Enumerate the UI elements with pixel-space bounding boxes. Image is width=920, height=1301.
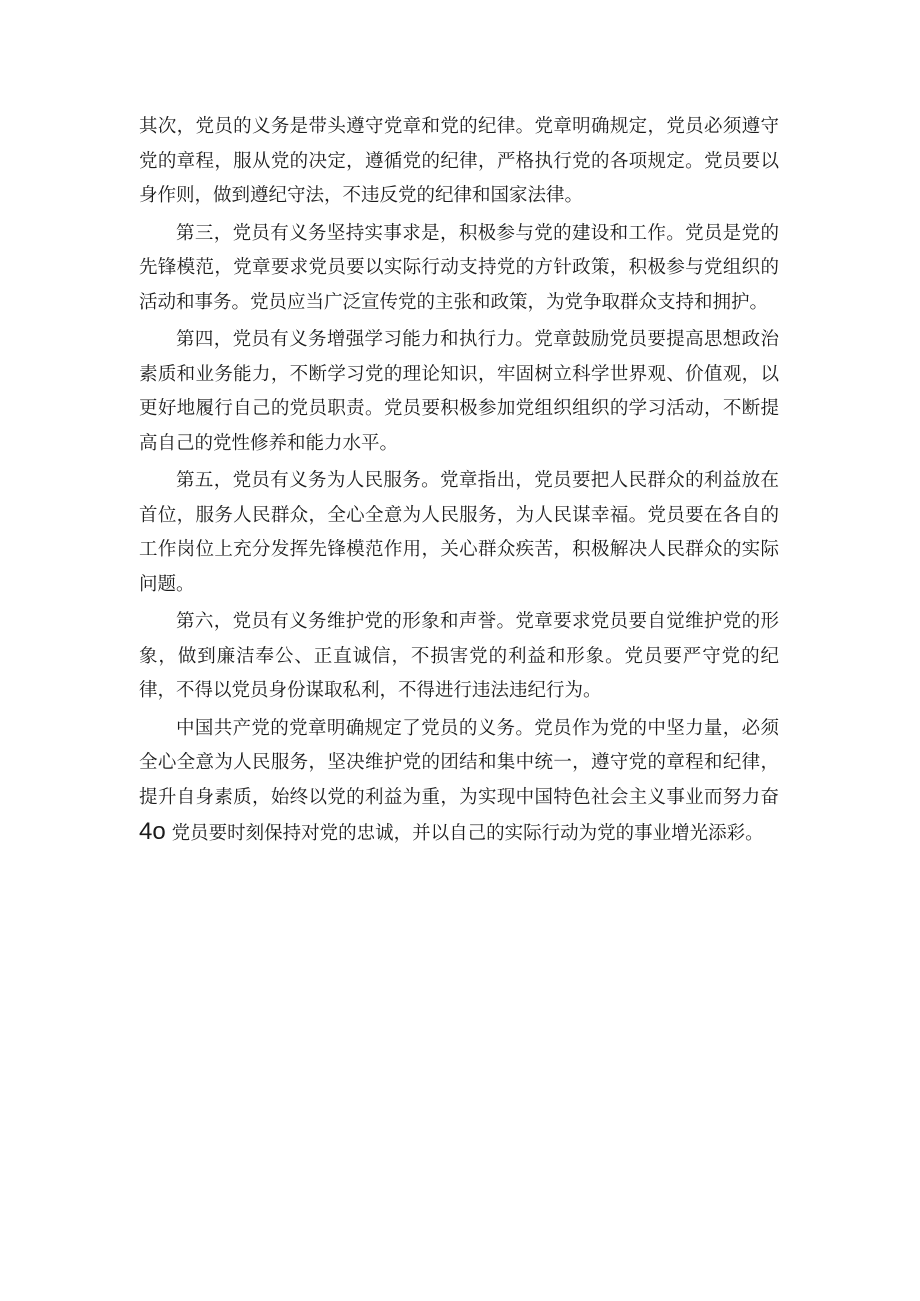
conclusion-ocr-artifact: 4o (139, 818, 166, 845)
paragraph-second-duty: 其次，党员的义务是带头遵守党章和党的纪律。党章明确规定，党员必须遵守党的章程，服从党的决定，遵循党的纪律，严格执行党的各项规定。党员要以身作则，做到遵纪守法，不违反党的纪律和国家法律。 (139, 116, 779, 206)
paragraph-conclusion (139, 712, 779, 852)
paragraph-fourth-duty: 第四，党员有义务增强学习能力和执行力。党章鼓励党员要提高思想政治素质和业务能力，不断学习党的理论知识，牢固树立科学世界观、价值观，以更好地履行自己的党员职责。党员要积极参加党组织组织的学习活动，不断提高自己的党性修养和能力水平。 (139, 329, 779, 454)
paragraph-fifth-duty: 第五，党员有义务为人民服务。党章指出，党员要把人民群众的利益放在首位，服务人民群众，全心全意为人民服务，为人民谋幸福。党员要在各自的工作岗位上充分发挥先锋模范作用，关心群众疾苦，积极解决人民群众的实际问题。 (139, 470, 779, 595)
paragraph-third-duty: 第三，党员有义务坚持实事求是，积极参与党的建设和工作。党员是党的先锋模范，党章要求党员要以实际行动支持党的方针政策，积极参与党组织的活动和事务。党员应当广泛宣传党的主张和政策，为党争取群众支持和拥护。 (139, 222, 779, 313)
paragraph-sixth-duty: 第六，党员有义务维护党的形象和声誉。党章要求党员要自觉维护党的形象，做到廉洁奉公、正直诚信，不损害党的利益和形象。党员要严守党的纪律，不得以党员身份谋取私利，不得进行违法违纪行为。 (139, 611, 779, 701)
conclusion-main-text: 中国共产党的党章明确规定了党员的义务。党员作为党的中坚力量，必须全心全意为人民服务，坚决维护党的团结和集中统一，遵守党的章程和纪律，提升自身素质，始终以党的利益为重，为实现中国特色社会主义事业而努力奋 (139, 717, 779, 808)
document-body (139, 110, 779, 855)
conclusion-tail-text: 党员要时刻保持对党的忠诚，并以自己的实际行动为党的事业增光添彩。 (165, 823, 764, 844)
